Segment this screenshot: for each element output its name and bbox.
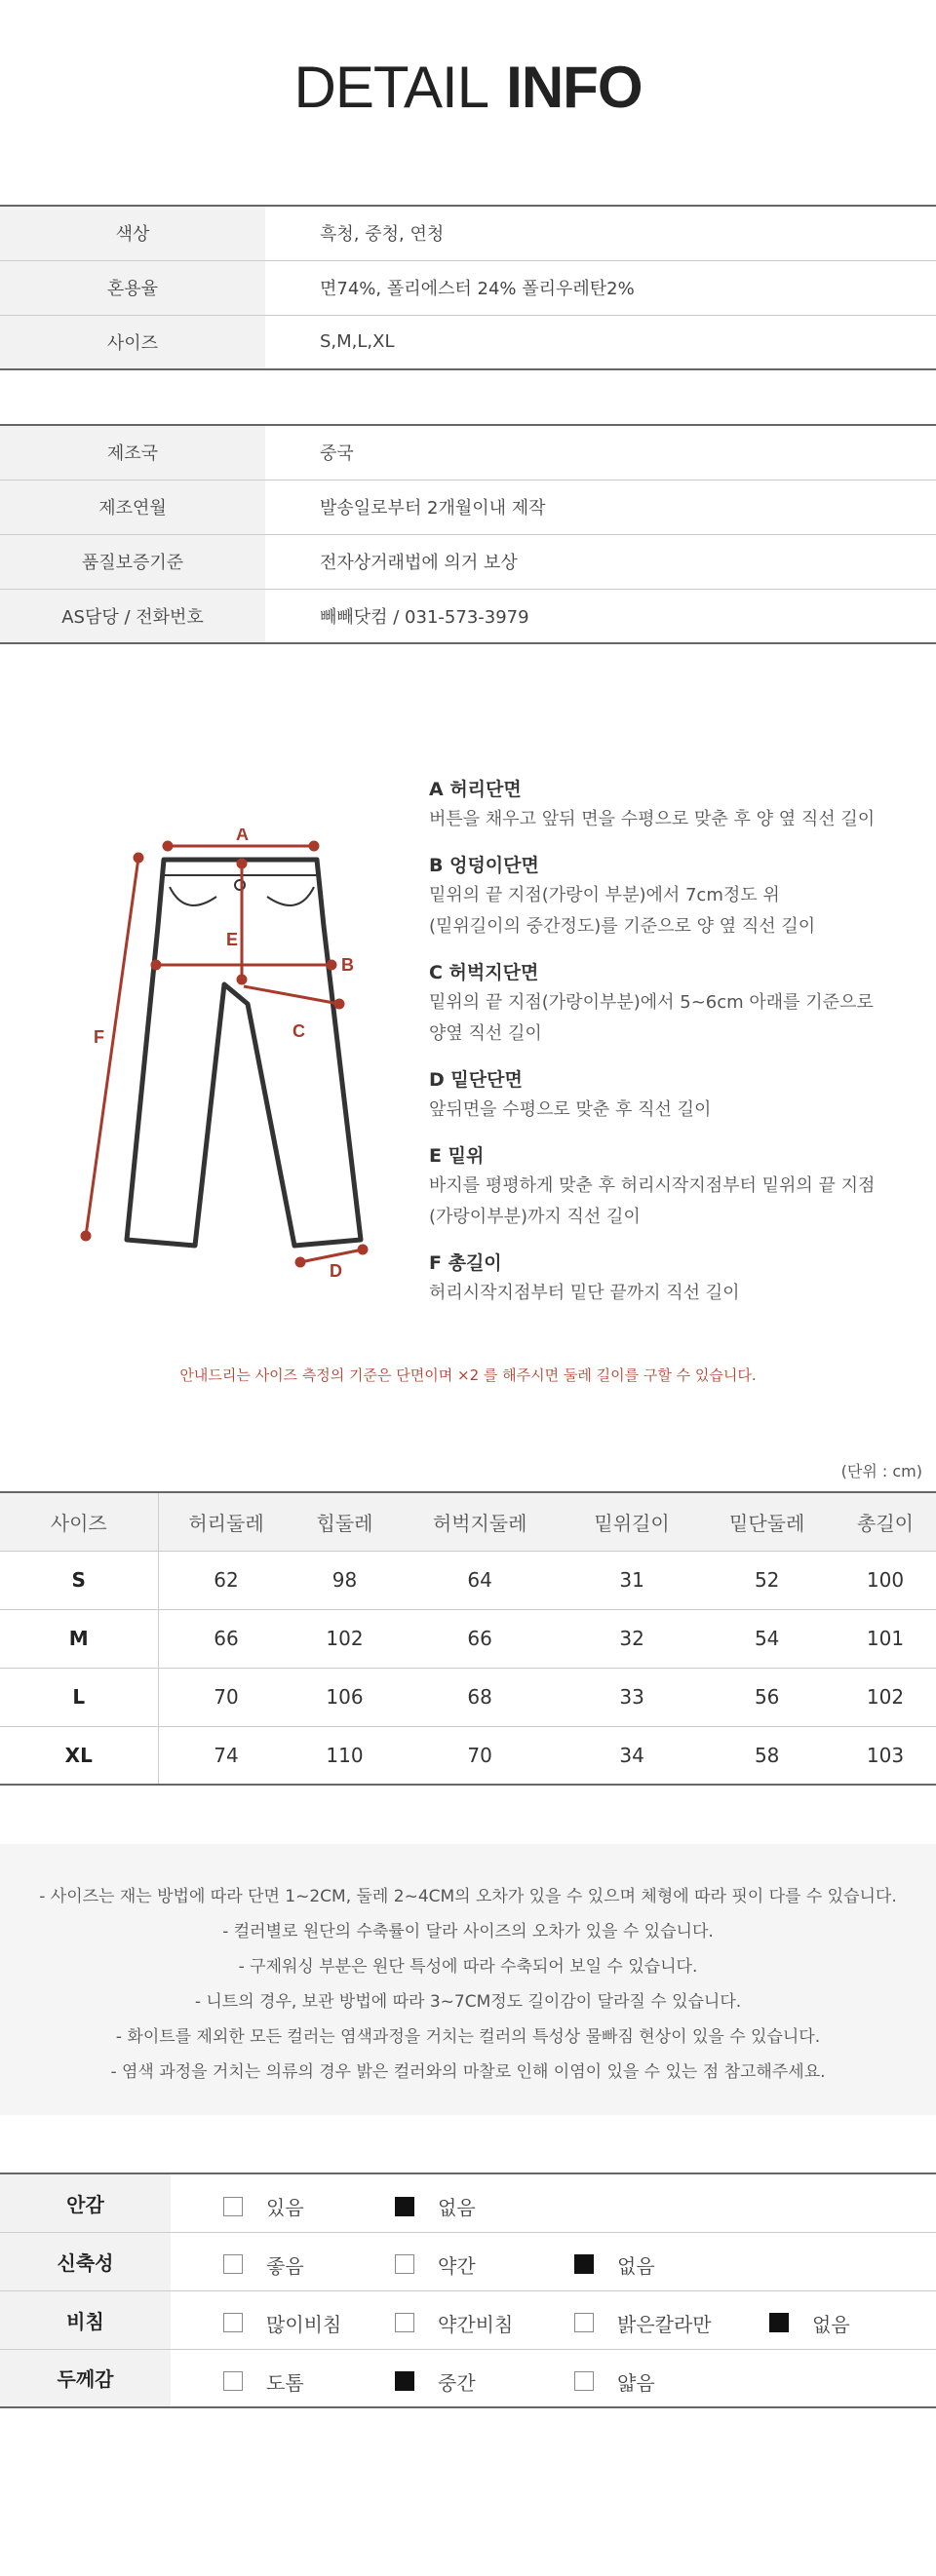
size-cell: 102 [294, 1609, 396, 1668]
option-label: 좋음 [266, 2253, 304, 2278]
measure-item [429, 1249, 897, 1309]
option-thickness-thick [223, 2367, 304, 2396]
measure-text: 밑위의 끝 지점(가랑이부분)에서 5~6cm 아래를 기준으로 [429, 992, 874, 1013]
measure-heading: D 밑단단면 [429, 1069, 523, 1091]
option-label: 중간 [438, 2370, 476, 2395]
label-e: E [226, 930, 239, 949]
size-cell: M [0, 1609, 158, 1668]
size-notes [0, 1844, 936, 2115]
title-light: DETAIL [293, 55, 489, 120]
size-header-cell: 총길이 [835, 1492, 936, 1551]
measure-item [429, 775, 897, 835]
size-header-cell: 힙둘레 [294, 1492, 396, 1551]
pants-outline [127, 860, 361, 1246]
note-line: - 구제워싱 부분은 원단 특성에 따라 수축되어 보일 수 있습니다. [238, 1957, 698, 1977]
label-b: B [341, 955, 354, 975]
measure-heading: B 엉덩이단면 [429, 855, 539, 876]
measure-text: 밑위의 끝 지점(가랑이 부분)에서 7cm정도 위 [429, 885, 780, 905]
checkbox-icon [395, 2313, 414, 2332]
size-cell: L [0, 1668, 158, 1726]
size-cell: 52 [699, 1551, 835, 1609]
measure-text: (가랑이부분)까지 직선 길이 [429, 1207, 641, 1227]
info-value: 빼빼닷컴 / 031-573-3979 [265, 589, 936, 643]
option-stretch-good [223, 2250, 304, 2279]
size-header-cell: 사이즈 [0, 1492, 158, 1551]
attribute-label: 안감 [0, 2173, 171, 2232]
option-stretch-none [574, 2250, 655, 2279]
size-cell: 66 [158, 1609, 294, 1668]
size-table [0, 1491, 936, 1786]
checkbox-checked-icon [395, 2371, 414, 2391]
note-line: - 사이즈는 재는 방법에 따라 단면 1~2CM, 둘레 2~4CM의 오차가 있을 수 있으며 체형에 따라 핏이 다를 수 있습니다. [39, 1887, 897, 1906]
measure-text: 바지를 평평하게 맞춘 후 허리시작지점부터 밑위의 끝 지점 [429, 1175, 876, 1196]
size-cell: S [0, 1551, 158, 1609]
info-value: 발송일로부터 2개월이내 제작 [265, 480, 936, 534]
measure-heading: F 총길이 [429, 1252, 502, 1274]
measure-item [429, 1141, 897, 1233]
size-cell: 54 [699, 1609, 835, 1668]
option-lining-yes [223, 2192, 304, 2220]
size-cell: 98 [294, 1551, 396, 1609]
option-label: 많이비침 [266, 2312, 342, 2336]
attribute-label: 비침 [0, 2290, 171, 2349]
option-lining-no [395, 2192, 476, 2220]
option-thickness-thin [574, 2367, 655, 2396]
attribute-row [0, 2290, 936, 2349]
measure-text: 허리시작지점부터 밑단 끝까지 직선 길이 [429, 1283, 740, 1303]
size-cell: 68 [395, 1668, 564, 1726]
size-cell: XL [0, 1726, 158, 1785]
size-cell: 70 [395, 1726, 564, 1785]
option-label: 약간 [438, 2253, 476, 2278]
checkbox-icon [223, 2254, 243, 2274]
option-sheer-slight [395, 2309, 513, 2337]
measure-item [429, 958, 897, 1050]
size-cell: 33 [565, 1668, 700, 1726]
checkbox-icon [223, 2371, 243, 2391]
attribute-label: 신축성 [0, 2232, 171, 2290]
measure-text: 앞뒤면을 수평으로 맞춘 후 직선 길이 [429, 1099, 712, 1120]
size-cell: 58 [699, 1726, 835, 1785]
note-line: - 니트의 경우, 보관 방법에 따라 3~7CM정도 길이감이 달라질 수 있습니다. [194, 1992, 742, 2012]
info-row [0, 206, 936, 260]
option-stretch-slight [395, 2250, 476, 2279]
label-f: F [94, 1027, 104, 1047]
measure-text: (밑위길이의 중간정도)를 기준으로 양 옆 직선 길이 [429, 916, 816, 937]
size-cell: 31 [565, 1551, 700, 1609]
label-a: A [236, 828, 249, 844]
info-row [0, 315, 936, 369]
option-label: 없음 [617, 2253, 655, 2278]
note-line: - 염색 과정을 거치는 의류의 경우 밝은 컬러와의 마찰로 인해 이염이 있을 수 있는 점 참고해주세요. [110, 2062, 826, 2082]
checkbox-icon [223, 2313, 243, 2332]
info-label: AS담당 / 전화번호 [0, 589, 265, 643]
info-row [0, 589, 936, 643]
label-c: C [292, 1021, 305, 1041]
checkbox-checked-icon [769, 2313, 789, 2332]
measurement-descriptions [429, 775, 897, 1325]
measure-text: 양옆 직선 길이 [429, 1023, 542, 1044]
attribute-row [0, 2232, 936, 2290]
info-value: S,M,L,XL [265, 315, 936, 369]
option-thickness-medium [395, 2367, 476, 2396]
info-label: 제조국 [0, 425, 265, 480]
size-cell: 106 [294, 1668, 396, 1726]
measure-heading: E 밑위 [429, 1145, 485, 1167]
info-row [0, 534, 936, 589]
option-label: 없음 [438, 2196, 476, 2219]
option-label: 밝은칼라만 [617, 2312, 712, 2336]
note-line: - 컬러별로 원단의 수축률이 달라 사이즈의 오차가 있을 수 있습니다. [222, 1922, 714, 1942]
info-row [0, 260, 936, 315]
page-title [0, 54, 936, 122]
table-row [0, 1726, 936, 1785]
manufacture-info-table [0, 424, 936, 644]
info-label: 혼용율 [0, 260, 265, 315]
size-cell: 66 [395, 1609, 564, 1668]
product-info-table [0, 205, 936, 370]
unit-label: (단위 : cm) [840, 1462, 922, 1480]
option-label: 도톰 [266, 2370, 304, 2395]
label-d: D [330, 1261, 342, 1281]
info-label: 색상 [0, 206, 265, 260]
info-value: 전자상거래법에 의거 보상 [265, 534, 936, 589]
info-label: 제조연월 [0, 480, 265, 534]
attribute-row [0, 2349, 936, 2407]
measure-text: 버튼을 채우고 앞뒤 면을 수평으로 맞춘 후 양 옆 직선 길이 [429, 809, 876, 829]
checkbox-icon [574, 2313, 594, 2332]
measure-heading: C 허벅지단면 [429, 962, 539, 983]
info-row [0, 480, 936, 534]
size-cell: 56 [699, 1668, 835, 1726]
measure-item [429, 851, 897, 942]
size-cell: 34 [565, 1726, 700, 1785]
option-sheer-bright-only [574, 2309, 712, 2337]
info-row [0, 425, 936, 480]
size-cell: 32 [565, 1609, 700, 1668]
attribute-options [171, 2232, 936, 2290]
table-row [0, 1551, 936, 1609]
fabric-attributes-table [0, 2172, 936, 2408]
info-label: 사이즈 [0, 315, 265, 369]
size-header-cell: 허벅지둘레 [395, 1492, 564, 1551]
size-notice: 안내드리는 사이즈 측정의 기준은 단면이며 ×2 를 해주시면 둘레 길이를 구할 수 있습니다. [179, 1366, 757, 1384]
option-label: 약간비침 [438, 2312, 514, 2336]
option-label: 없음 [812, 2312, 850, 2336]
attribute-options [171, 2349, 936, 2407]
checkbox-icon [574, 2371, 594, 2391]
size-header-cell: 허리둘레 [158, 1492, 294, 1551]
size-cell: 64 [395, 1551, 564, 1609]
info-label: 품질보증기준 [0, 534, 265, 589]
option-label: 얇음 [617, 2370, 655, 2395]
checkbox-checked-icon [395, 2197, 414, 2216]
size-cell: 62 [158, 1551, 294, 1609]
option-sheer-none [769, 2309, 850, 2337]
title-bold: INFO [506, 55, 643, 120]
size-header-cell: 밑위길이 [565, 1492, 700, 1551]
attribute-row [0, 2173, 936, 2232]
option-label: 있음 [266, 2196, 304, 2219]
checkbox-icon [223, 2197, 243, 2216]
size-cell: 70 [158, 1668, 294, 1726]
checkbox-icon [395, 2254, 414, 2274]
note-line: - 화이트를 제외한 모든 컬러는 염색과정을 거치는 컬러의 특성상 물빠짐 현상이 있을 수 있습니다. [115, 2027, 821, 2047]
table-row [0, 1668, 936, 1726]
option-sheer-much [223, 2309, 341, 2337]
info-value: 면74%, 폴리에스터 24% 폴리우레탄2% [265, 260, 936, 315]
attribute-label: 두께감 [0, 2349, 171, 2407]
size-cell: 102 [835, 1668, 936, 1726]
attribute-options [171, 2173, 936, 2232]
attribute-options [171, 2290, 936, 2349]
info-value: 흑청, 중청, 연청 [265, 206, 936, 260]
size-header-cell: 밑단둘레 [699, 1492, 835, 1551]
size-cell: 74 [158, 1726, 294, 1785]
pants-measurement-diagram [68, 828, 400, 1296]
checkbox-checked-icon [574, 2254, 594, 2274]
size-cell: 103 [835, 1726, 936, 1785]
size-table-header [0, 1492, 936, 1551]
size-cell: 100 [835, 1551, 936, 1609]
size-cell: 110 [294, 1726, 396, 1785]
table-row [0, 1609, 936, 1668]
measure-item [429, 1065, 897, 1126]
measure-heading: A 허리단면 [429, 779, 522, 800]
info-value: 중국 [265, 425, 936, 480]
size-cell: 101 [835, 1609, 936, 1668]
